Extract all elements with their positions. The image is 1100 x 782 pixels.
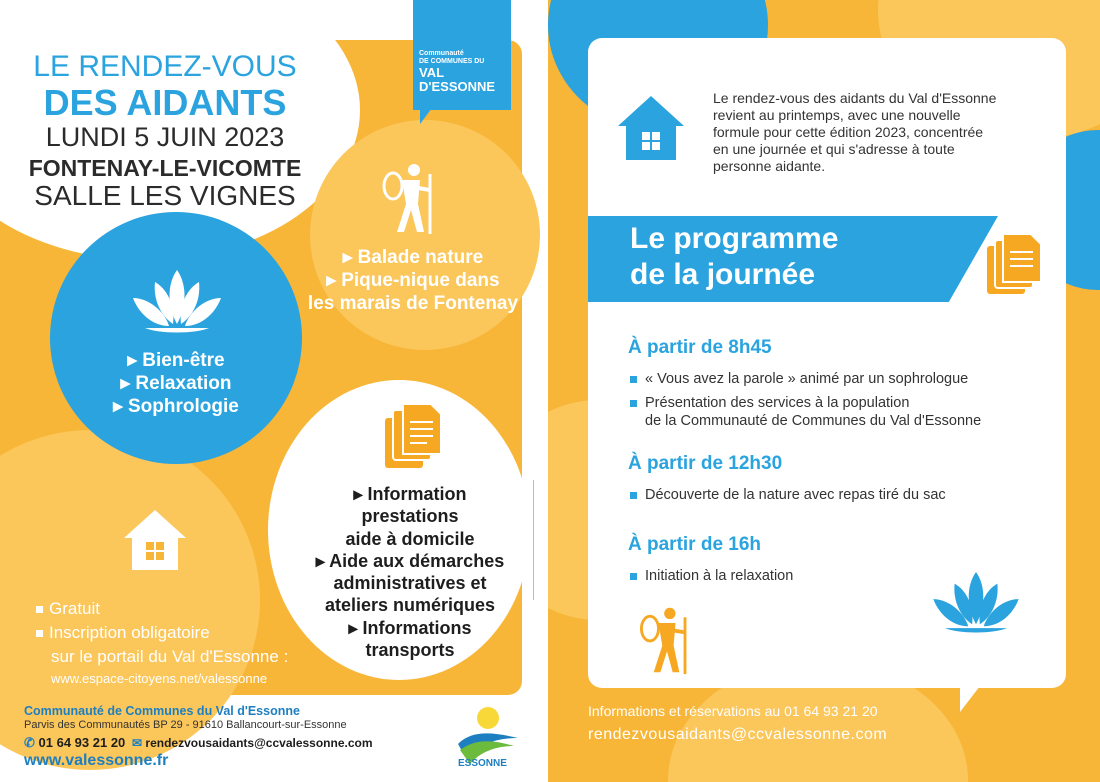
info-item: prestations xyxy=(361,506,459,527)
intro-line: formule pour cette édition 2023, concentrée xyxy=(713,124,984,140)
footer-address: Parvis des Communautés BP 29 - 91610 Ballancourt-sur-Essonne xyxy=(24,719,347,731)
hiker-icon xyxy=(380,160,442,236)
nature-item: ▸ Balade nature xyxy=(342,247,484,268)
info-item: transports xyxy=(365,640,455,661)
left-page xyxy=(0,0,540,782)
schedule-time: À partir de 16h xyxy=(628,534,762,555)
mail-icon: ✉ xyxy=(132,736,143,750)
info-item: ▸ Informations xyxy=(348,617,472,638)
nature-list xyxy=(300,246,526,315)
free-label: Gratuit xyxy=(36,597,336,621)
schedule-time: À partir de 8h45 xyxy=(628,337,772,358)
lotus-icon-blue xyxy=(925,570,1027,634)
wellbeing-item: ▸ Relaxation xyxy=(120,373,232,394)
intro-line: en une journée et qui s'adresse à toute xyxy=(713,141,955,157)
title-line1: LE RENDEZ-VOUS xyxy=(33,50,297,83)
reservation-email[interactable]: rendezvousaidants@ccvalessonne.com xyxy=(588,726,888,743)
badge-line4: D'ESSONNE xyxy=(419,79,496,94)
badge-line1: Communauté xyxy=(419,50,464,57)
schedule-item-cont: de la Communauté de Communes du Val d'Essonne xyxy=(645,413,982,429)
portal-link[interactable]: www.espace-citoyens.net/valessonne xyxy=(51,671,268,686)
nature-item: les marais de Fontenay xyxy=(307,293,519,314)
schedule-item: Initiation à la relaxation xyxy=(630,566,793,586)
wellbeing-item: ▸ Bien-être xyxy=(127,350,225,371)
schedule-item: « Vous avez la parole » animé par un sophrologue xyxy=(630,369,968,389)
footer-phone[interactable]: ✆ 01 64 93 21 20 xyxy=(24,735,126,750)
side-rule xyxy=(533,480,534,600)
card-tail xyxy=(960,686,980,712)
house-icon xyxy=(122,508,188,572)
wellbeing-list xyxy=(76,349,276,418)
intro-text xyxy=(713,90,1043,175)
badge-line2: DE COMMUNES DU xyxy=(419,58,485,65)
event-date: LUNDI 5 JUIN 2023 xyxy=(45,122,285,152)
documents-icon xyxy=(985,232,1045,298)
info-item: administratives et xyxy=(333,573,487,594)
portal-label: sur le portail du Val d'Essonne : xyxy=(51,647,289,666)
badge-line3: VAL xyxy=(419,65,445,80)
schedule-item: Découverte de la nature avec repas tiré du sac xyxy=(630,485,946,505)
schedule-item: Présentation des services à la population xyxy=(630,393,909,413)
event-venue: SALLE LES VIGNES xyxy=(34,180,296,211)
house-icon-blue xyxy=(616,94,686,162)
hiker-icon-orange xyxy=(636,604,698,676)
footer-email[interactable]: ✉ rendezvousaidants@ccvalessonne.com xyxy=(132,736,373,750)
info-item: ▸ Information xyxy=(353,484,467,504)
event-town: FONTENAY-LE-VICOMTE xyxy=(28,155,302,181)
info-item: aide à domicile xyxy=(345,528,475,549)
info-item: ▸ Aide aux démarches xyxy=(315,550,505,571)
nature-item: ▸ Pique-nique dans xyxy=(326,270,500,291)
signup-label: Inscription obligatoire xyxy=(36,621,336,645)
reservation-info: Informations et réservations au 01 64 93 21 20 xyxy=(588,703,878,719)
cc-logo-badge xyxy=(413,0,511,110)
banner-title-2: de la journée xyxy=(630,258,816,291)
info-item: ateliers numériques xyxy=(324,595,496,616)
badge-tail xyxy=(420,108,432,124)
banner-title-1: Le programme xyxy=(630,222,839,255)
documents-icon xyxy=(383,402,443,472)
intro-line: personne aidante. xyxy=(713,158,826,174)
footer-website[interactable]: www.valessonne.fr xyxy=(24,752,169,769)
intro-line: Le rendez-vous des aidants du Val d'Essonne xyxy=(713,90,997,106)
right-page xyxy=(548,0,1100,782)
footer-org: Communauté de Communes du Val d'Essonne xyxy=(24,704,300,718)
practical-info xyxy=(36,597,336,689)
blue-circle xyxy=(50,212,302,464)
schedule-time: À partir de 12h30 xyxy=(628,453,783,474)
intro-line: revient au printemps, avec une nouvelle xyxy=(713,107,961,123)
wellbeing-item: ▸ Sophrologie xyxy=(113,396,239,417)
logo-text: ESSONNE xyxy=(458,758,507,769)
lotus-icon xyxy=(125,268,229,334)
phone-icon: ✆ xyxy=(24,735,35,750)
title-line2: DES AIDANTS xyxy=(43,82,287,123)
